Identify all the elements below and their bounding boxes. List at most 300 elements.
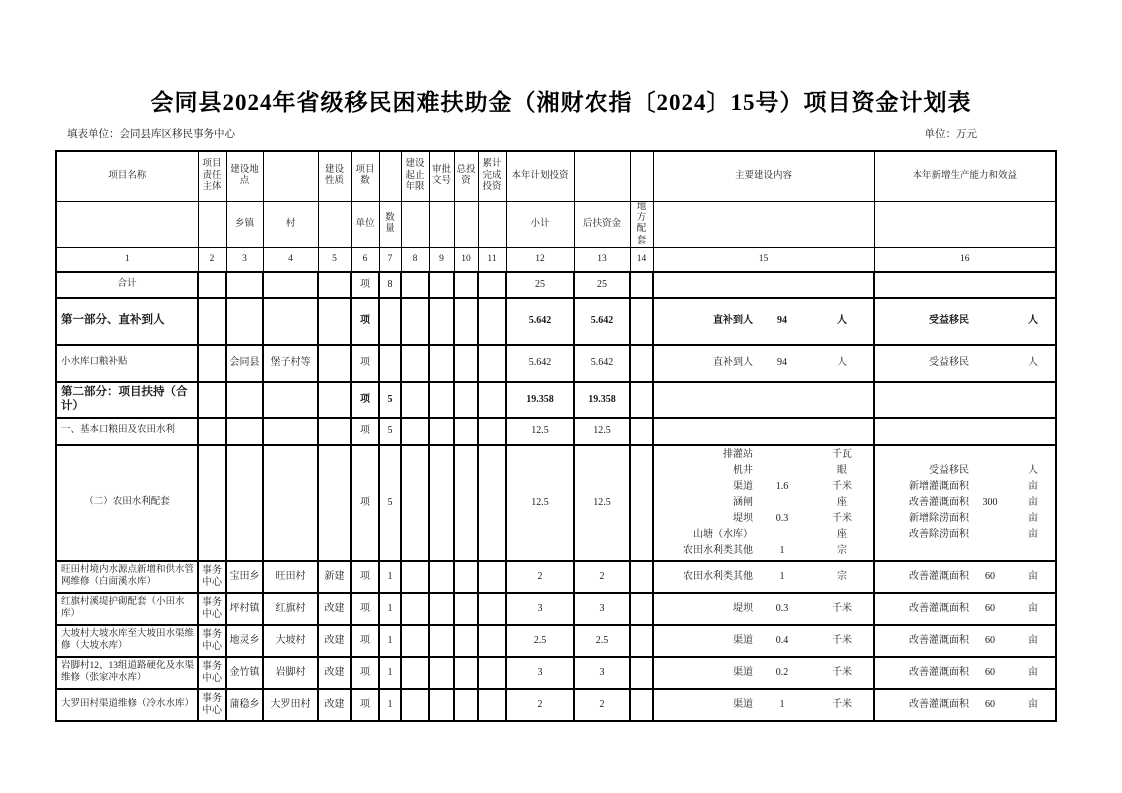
column-number: 8 xyxy=(401,248,429,272)
cell-local xyxy=(630,593,653,625)
header-location: 建设地点 xyxy=(226,151,263,201)
cell-done xyxy=(478,657,506,689)
cell-qty: 1 xyxy=(379,657,401,689)
content-unit: 人 xyxy=(837,357,847,369)
cell-support: 12.5 xyxy=(574,445,630,561)
cell-village: 旺田村 xyxy=(263,561,318,593)
cell-done xyxy=(478,382,506,418)
benefit-name: 改善除涝面积 xyxy=(909,528,969,540)
cell-project-name: 合计 xyxy=(56,272,198,298)
column-number: 14 xyxy=(630,248,653,272)
cell-years xyxy=(401,561,429,593)
header-empty-cell xyxy=(874,201,1056,248)
cell-nature xyxy=(318,418,351,445)
content-line xyxy=(654,447,873,463)
header-approval: 审批文号 xyxy=(429,151,454,201)
benefit-line xyxy=(875,665,1055,681)
cell-local xyxy=(630,272,653,298)
content-name: 渠道 xyxy=(733,666,753,678)
column-number: 11 xyxy=(478,248,506,272)
content-line xyxy=(654,665,873,681)
cell-unit: 项 xyxy=(351,298,379,345)
cell-town xyxy=(226,418,263,445)
header-village: 村 xyxy=(263,201,318,248)
cell-support: 5.642 xyxy=(574,298,630,345)
content-name: 直补到人 xyxy=(713,315,753,327)
cell-benefit xyxy=(874,657,1056,689)
cell-years xyxy=(401,593,429,625)
cell-benefit xyxy=(874,561,1056,593)
cell-subtotal: 2.5 xyxy=(506,625,574,657)
cell-nature: 改建 xyxy=(318,657,351,689)
cell-project-name: （二）农田水利配套 xyxy=(56,445,198,561)
cell-project-name: 岩脚村12、13组道路硬化及水渠维修（张家冲水库） xyxy=(56,657,198,689)
content-line xyxy=(654,569,873,585)
column-number: 3 xyxy=(226,248,263,272)
column-number-row xyxy=(56,248,1056,272)
benefit-value: 60 xyxy=(985,570,995,582)
cell-project-name: 第二部分：项目扶持（合计） xyxy=(56,382,198,418)
content-line xyxy=(654,495,873,511)
header-local-match: 地方配套 xyxy=(630,201,653,248)
cell-local xyxy=(630,689,653,721)
content-value: 0.2 xyxy=(775,666,789,678)
cell-nature: 新建 xyxy=(318,561,351,593)
cell-owner xyxy=(198,298,226,345)
unit-label: 单位：万元 xyxy=(924,129,977,140)
content-value: 0.4 xyxy=(775,634,789,646)
cell-nature: 改建 xyxy=(318,593,351,625)
column-number: 7 xyxy=(379,248,401,272)
content-name: 渠道 xyxy=(733,634,753,646)
header-empty-cell xyxy=(56,201,198,248)
content-unit: 千米 xyxy=(832,512,852,524)
cell-unit: 项 xyxy=(351,593,379,625)
column-number: 5 xyxy=(318,248,351,272)
benefit-unit: 亩 xyxy=(1028,496,1038,508)
cell-town xyxy=(226,298,263,345)
cell-project-name: 大坡村大坡水库至大坡田水渠维修（大坡水库） xyxy=(56,625,198,657)
cell-main-content xyxy=(653,625,874,657)
benefit-name: 改善灌溉面积 xyxy=(909,634,969,646)
cell-town: 会同县 xyxy=(226,345,263,382)
cell-benefit xyxy=(874,345,1056,382)
cell-unit: 项 xyxy=(351,561,379,593)
cell-subtotal: 25 xyxy=(506,272,574,298)
column-number: 6 xyxy=(351,248,379,272)
cell-qty xyxy=(379,345,401,382)
header-support-fund: 后扶资金 xyxy=(574,201,630,248)
cell-years xyxy=(401,345,429,382)
cell-project-name: 红旗村溪堤护砌配套（小田水库） xyxy=(56,593,198,625)
cell-local xyxy=(630,561,653,593)
benefit-name: 改善灌溉面积 xyxy=(909,698,969,710)
benefit-unit: 亩 xyxy=(1028,528,1038,540)
content-line xyxy=(654,527,873,543)
cell-benefit xyxy=(874,625,1056,657)
benefit-line xyxy=(875,697,1055,713)
cell-benefit xyxy=(874,272,1056,298)
header-row-2 xyxy=(56,201,1056,248)
cell-village: 红旗村 xyxy=(263,593,318,625)
cell-done xyxy=(478,345,506,382)
cell-project-name: 旺田村境内水源点新增和供水管网维修（白面溪水库） xyxy=(56,561,198,593)
cell-support: 19.358 xyxy=(574,382,630,418)
cell-total xyxy=(454,298,478,345)
benefit-unit: 人 xyxy=(1028,357,1038,369)
cell-doc xyxy=(429,272,454,298)
benefit-line xyxy=(875,633,1055,649)
header-capacity-benefit: 本年新增生产能力和效益 xyxy=(874,151,1056,201)
header-unit: 单位 xyxy=(351,201,379,248)
content-unit: 座 xyxy=(837,496,847,508)
cell-qty: 5 xyxy=(379,445,401,561)
content-unit: 座 xyxy=(837,528,847,540)
content-name: 机井 xyxy=(733,464,753,476)
content-unit: 千米 xyxy=(832,480,852,492)
column-number: 12 xyxy=(506,248,574,272)
content-unit: 千瓦 xyxy=(832,448,852,460)
header-empty-cell xyxy=(478,201,506,248)
cell-doc xyxy=(429,689,454,721)
cell-done xyxy=(478,445,506,561)
content-line xyxy=(654,463,873,479)
cell-done xyxy=(478,689,506,721)
benefit-unit: 亩 xyxy=(1028,698,1038,710)
benefit-name: 新增除涝面积 xyxy=(909,512,969,524)
table-row xyxy=(56,418,1056,445)
content-unit: 宗 xyxy=(837,544,847,556)
benefit-name: 改善灌溉面积 xyxy=(909,602,969,614)
content-unit: 千米 xyxy=(832,634,852,646)
cell-years xyxy=(401,445,429,561)
cell-total xyxy=(454,625,478,657)
cell-main-content xyxy=(653,382,874,418)
benefit-name: 受益移民 xyxy=(929,464,969,476)
cell-town xyxy=(226,272,263,298)
column-number: 15 xyxy=(653,248,874,272)
content-value: 1 xyxy=(779,698,785,710)
cell-main-content xyxy=(653,445,874,561)
cell-town xyxy=(226,445,263,561)
cell-years xyxy=(401,657,429,689)
cell-village xyxy=(263,272,318,298)
cell-benefit xyxy=(874,418,1056,445)
content-name: 渠道 xyxy=(733,480,753,492)
benefit-line xyxy=(875,569,1055,585)
content-line xyxy=(654,355,873,371)
content-line xyxy=(654,479,873,495)
benefit-name: 受益移民 xyxy=(929,357,969,369)
benefit-unit: 亩 xyxy=(1028,570,1038,582)
header-empty-cell xyxy=(653,201,874,248)
benefit-unit: 亩 xyxy=(1028,480,1038,492)
cell-town: 蒲稳乡 xyxy=(226,689,263,721)
header-empty-cell xyxy=(379,151,401,201)
header-project-name: 项目名称 xyxy=(56,151,198,201)
cell-benefit xyxy=(874,445,1056,561)
benefit-line xyxy=(875,313,1055,329)
cell-total xyxy=(454,272,478,298)
cell-owner xyxy=(198,345,226,382)
cell-qty: 5 xyxy=(379,418,401,445)
content-name: 直补到人 xyxy=(713,357,753,369)
cell-support: 12.5 xyxy=(574,418,630,445)
benefit-line xyxy=(875,495,1055,511)
table-row xyxy=(56,298,1056,345)
benefit-line xyxy=(875,511,1055,527)
cell-owner: 事务中心 xyxy=(198,561,226,593)
benefit-name: 改善灌溉面积 xyxy=(909,666,969,678)
benefit-unit: 亩 xyxy=(1028,634,1038,646)
cell-village xyxy=(263,298,318,345)
header-empty-cell xyxy=(429,201,454,248)
header-nature: 建设性质 xyxy=(318,151,351,201)
cell-owner xyxy=(198,418,226,445)
content-value: 0.3 xyxy=(775,512,789,524)
cell-unit: 项 xyxy=(351,272,379,298)
header-empty-cell xyxy=(401,201,429,248)
content-name: 堤坝 xyxy=(733,602,753,614)
cell-main-content xyxy=(653,272,874,298)
cell-subtotal: 19.358 xyxy=(506,382,574,418)
cell-main-content xyxy=(653,345,874,382)
cell-village: 岩脚村 xyxy=(263,657,318,689)
content-name: 涵闸 xyxy=(733,496,753,508)
cell-total xyxy=(454,689,478,721)
benefit-name: 新增灌溉面积 xyxy=(909,480,969,492)
cell-doc xyxy=(429,561,454,593)
cell-doc xyxy=(429,657,454,689)
cell-total xyxy=(454,561,478,593)
column-number: 2 xyxy=(198,248,226,272)
cell-qty: 1 xyxy=(379,689,401,721)
cell-years xyxy=(401,418,429,445)
cell-support: 2 xyxy=(574,689,630,721)
cell-qty: 8 xyxy=(379,272,401,298)
cell-total xyxy=(454,345,478,382)
cell-unit: 项 xyxy=(351,418,379,445)
funding-plan-table xyxy=(55,150,1057,722)
cell-total xyxy=(454,657,478,689)
cell-main-content xyxy=(653,561,874,593)
cell-benefit xyxy=(874,689,1056,721)
header-project-count: 项目数 xyxy=(351,151,379,201)
cell-subtotal: 2 xyxy=(506,689,574,721)
benefit-unit: 亩 xyxy=(1028,666,1038,678)
cell-unit: 项 xyxy=(351,445,379,561)
table-row xyxy=(56,625,1056,657)
cell-total xyxy=(454,593,478,625)
content-unit: 人 xyxy=(837,315,847,327)
cell-project-name: 一、基本口粮田及农田水利 xyxy=(56,418,198,445)
cell-benefit xyxy=(874,382,1056,418)
table-row xyxy=(56,345,1056,382)
cell-town: 金竹镇 xyxy=(226,657,263,689)
cell-nature xyxy=(318,445,351,561)
header-empty-cell xyxy=(198,201,226,248)
benefit-line xyxy=(875,355,1055,371)
cell-nature: 改建 xyxy=(318,689,351,721)
content-value: 1.6 xyxy=(775,480,789,492)
cell-support: 3 xyxy=(574,593,630,625)
cell-doc xyxy=(429,625,454,657)
cell-unit: 项 xyxy=(351,625,379,657)
cell-support: 2 xyxy=(574,561,630,593)
cell-subtotal: 3 xyxy=(506,593,574,625)
cell-village xyxy=(263,382,318,418)
content-unit: 眼 xyxy=(837,464,847,476)
cell-benefit xyxy=(874,593,1056,625)
column-number: 16 xyxy=(874,248,1056,272)
column-number: 4 xyxy=(263,248,318,272)
content-value: 1 xyxy=(779,570,785,582)
cell-town xyxy=(226,382,263,418)
header-cum-invest: 累计完成投资 xyxy=(478,151,506,201)
cell-local xyxy=(630,445,653,561)
cell-subtotal: 3 xyxy=(506,657,574,689)
cell-support: 25 xyxy=(574,272,630,298)
cell-qty: 1 xyxy=(379,625,401,657)
cell-nature xyxy=(318,345,351,382)
cell-unit: 项 xyxy=(351,689,379,721)
content-name: 渠道 xyxy=(733,698,753,710)
benefit-line xyxy=(875,479,1055,495)
cell-owner: 事务中心 xyxy=(198,625,226,657)
cell-qty: 1 xyxy=(379,561,401,593)
table-row xyxy=(56,272,1056,298)
content-unit: 千米 xyxy=(832,698,852,710)
cell-doc xyxy=(429,345,454,382)
cell-doc xyxy=(429,382,454,418)
cell-nature xyxy=(318,272,351,298)
cell-qty: 5 xyxy=(379,382,401,418)
header-empty-cell xyxy=(454,201,478,248)
benefit-unit: 人 xyxy=(1028,315,1038,327)
cell-done xyxy=(478,418,506,445)
benefit-value: 60 xyxy=(985,698,995,710)
cell-village xyxy=(263,418,318,445)
cell-subtotal: 12.5 xyxy=(506,445,574,561)
column-number: 10 xyxy=(454,248,478,272)
header-subtotal: 小计 xyxy=(506,201,574,248)
content-line xyxy=(654,511,873,527)
header-empty-cell xyxy=(574,151,630,201)
cell-qty xyxy=(379,298,401,345)
cell-owner xyxy=(198,445,226,561)
cell-village: 大坡村 xyxy=(263,625,318,657)
cell-village: 大罗田村 xyxy=(263,689,318,721)
content-unit: 千米 xyxy=(832,666,852,678)
page-title: 会同县2024年省级移民困难扶助金（湘财农指〔2024〕15号）项目资金计划表 xyxy=(150,90,972,115)
cell-nature xyxy=(318,382,351,418)
cell-doc xyxy=(429,298,454,345)
benefit-unit: 亩 xyxy=(1028,512,1038,524)
benefit-value: 60 xyxy=(985,602,995,614)
cell-total xyxy=(454,445,478,561)
header-years: 建设起止年限 xyxy=(401,151,429,201)
cell-local xyxy=(630,382,653,418)
cell-main-content xyxy=(653,657,874,689)
content-value: 94 xyxy=(777,315,787,327)
cell-support: 2.5 xyxy=(574,625,630,657)
cell-main-content xyxy=(653,689,874,721)
cell-years xyxy=(401,272,429,298)
cell-subtotal: 12.5 xyxy=(506,418,574,445)
cell-years xyxy=(401,625,429,657)
content-name: 农田水利类其他 xyxy=(683,544,753,556)
benefit-line xyxy=(875,527,1055,543)
cell-done xyxy=(478,593,506,625)
header-town: 乡镇 xyxy=(226,201,263,248)
cell-total xyxy=(454,418,478,445)
benefit-unit: 亩 xyxy=(1028,602,1038,614)
benefit-value: 60 xyxy=(985,634,995,646)
cell-owner xyxy=(198,382,226,418)
content-line xyxy=(654,697,873,713)
column-number: 1 xyxy=(56,248,198,272)
content-value: 94 xyxy=(777,357,787,369)
header-owner: 项目责任主体 xyxy=(198,151,226,201)
cell-local xyxy=(630,298,653,345)
cell-done xyxy=(478,272,506,298)
table-row xyxy=(56,382,1056,418)
cell-done xyxy=(478,561,506,593)
cell-project-name: 第一部分、直补到人 xyxy=(56,298,198,345)
cell-doc xyxy=(429,418,454,445)
benefit-unit: 人 xyxy=(1028,464,1038,476)
cell-done xyxy=(478,625,506,657)
benefit-name: 受益移民 xyxy=(929,315,969,327)
content-unit: 宗 xyxy=(837,570,847,582)
content-line xyxy=(654,601,873,617)
cell-subtotal: 2 xyxy=(506,561,574,593)
cell-local xyxy=(630,345,653,382)
cell-village: 堡子村等 xyxy=(263,345,318,382)
form-filler-label: 填表单位：会同县库区移民事务中心 xyxy=(67,129,235,140)
cell-doc xyxy=(429,593,454,625)
content-value: 0.3 xyxy=(775,602,789,614)
header-year-plan: 本年计划投资 xyxy=(506,151,574,201)
header-row-1 xyxy=(56,151,1056,201)
content-line xyxy=(654,633,873,649)
cell-years xyxy=(401,298,429,345)
cell-town: 宝田乡 xyxy=(226,561,263,593)
cell-unit: 项 xyxy=(351,345,379,382)
table-row xyxy=(56,561,1056,593)
table-row xyxy=(56,689,1056,721)
cell-subtotal: 5.642 xyxy=(506,298,574,345)
cell-main-content xyxy=(653,298,874,345)
cell-project-name: 大罗田村渠道维修（冷水水库） xyxy=(56,689,198,721)
content-line xyxy=(654,543,873,559)
header-empty-cell xyxy=(263,151,318,201)
cell-support: 5.642 xyxy=(574,345,630,382)
benefit-name: 改善灌溉面积 xyxy=(909,496,969,508)
cell-subtotal: 5.642 xyxy=(506,345,574,382)
cell-nature: 改建 xyxy=(318,625,351,657)
cell-owner: 事务中心 xyxy=(198,657,226,689)
cell-unit: 项 xyxy=(351,657,379,689)
header-total-invest: 总投资 xyxy=(454,151,478,201)
cell-main-content xyxy=(653,593,874,625)
content-line xyxy=(654,313,873,329)
content-name: 农田水利类其他 xyxy=(683,570,753,582)
cell-qty: 1 xyxy=(379,593,401,625)
benefit-name: 改善灌溉面积 xyxy=(909,570,969,582)
cell-done xyxy=(478,298,506,345)
content-name: 山塘（水库） xyxy=(693,528,753,540)
